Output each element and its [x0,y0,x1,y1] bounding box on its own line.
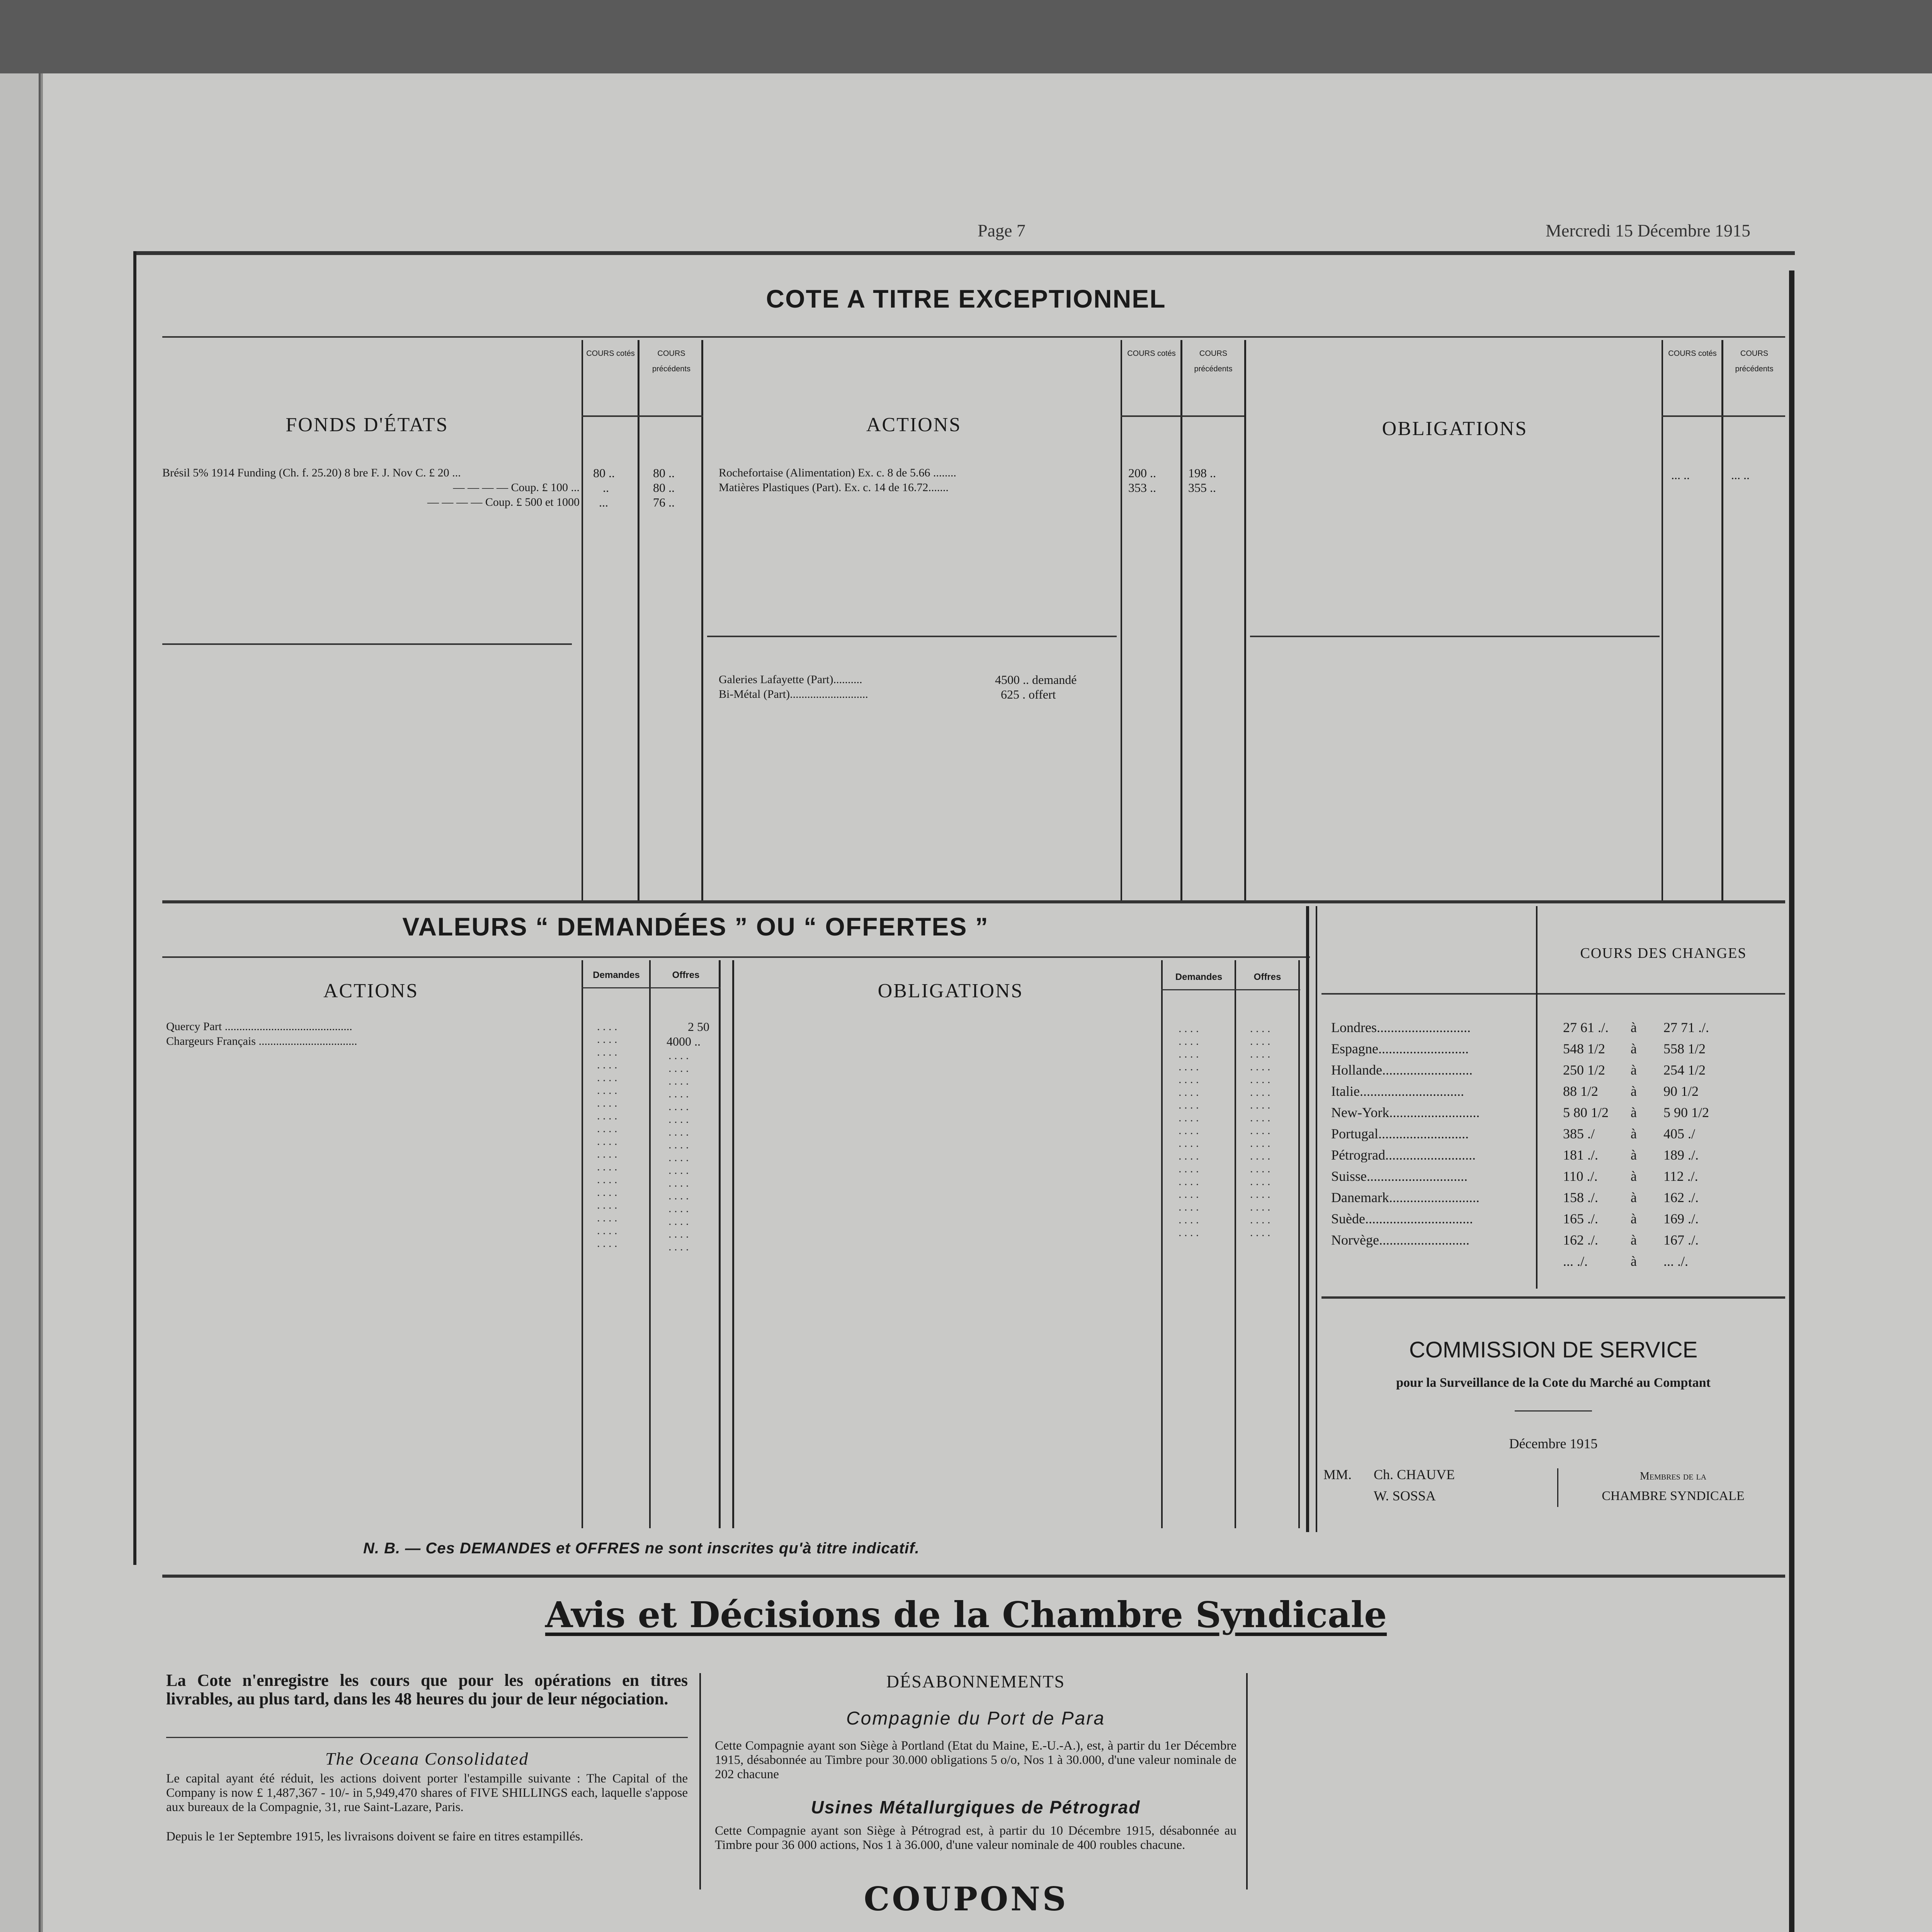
oceana-text2: Depuis le 1er Septembre 1915, les livraisons doivent se faire en titres estampillés. [166,1830,583,1844]
desab-title: DÉSABONNEMENTS [886,1672,1065,1691]
change-rate-high: 5 90 1/2 [1663,1105,1709,1120]
obligations-heading: OBLIGATIONS [1382,418,1528,440]
commission-rule [1515,1410,1592,1412]
oceana-text: Le capital ayant été réduit, les actions doivent porter l'estampille suivante : The Capital of the Company is now £ 1,487,367 - 10/- in 5,949,470 shares of FIVE SHILLINGS each, laquelle s'appose aux bureaux de la Compagnie, 31, rue Saint-Lazare, Paris. [166,1772,688,1814]
col-rule [1662,340,1663,900]
commission-role: Membres de la [1639,1470,1707,1482]
change-rate-high: 27 71 ./. [1663,1020,1709,1035]
change-sep: à [1631,1232,1637,1248]
demande-value: 4500 .. demandé [995,673,1077,687]
right-frame-rule [1789,270,1794,1932]
col-cours-precedents: COURS précédents [1194,349,1233,373]
commission-title: COMMISSION DE SERVICE [1409,1337,1698,1362]
divider [1250,636,1660,637]
col-rule [719,960,721,1528]
section-rule [162,1575,1785,1578]
col-offres: Offres [672,970,700,980]
col-cours-cotes: COURS cotés [1127,349,1176,358]
change-place: Suisse............................. [1331,1169,1468,1184]
change-place: Pétrograd.......................... [1331,1148,1476,1162]
valeurs-action-row: Quercy Part ............................................ [166,1020,352,1033]
col-header-rule [1662,415,1785,417]
col-rule [1121,340,1122,900]
change-sep: à [1631,1041,1637,1056]
change-rate-high: 169 ./. [1663,1211,1699,1226]
change-rate-low: 250 1/2 [1563,1062,1605,1078]
fonds-cote: ... [599,495,608,509]
changes-rule [1321,993,1785,995]
change-rate-low: 88 1/2 [1563,1083,1599,1099]
commission-member: W. SOSSA [1374,1488,1436,1503]
avis-title: Avis et Décisions de la Chambre Syndicale [545,1594,1387,1636]
change-rate-high: 405 ./ [1663,1126,1696,1141]
col-rule [1235,960,1236,1528]
col-cours-precedents: COURS précédents [652,349,690,373]
change-place: Hollande.......................... [1331,1063,1473,1077]
col-header-rule [582,987,721,988]
change-rate-low: 27 61 ./. [1563,1020,1609,1035]
para-title: Compagnie du Port de Para [846,1708,1105,1729]
change-place: Espagne.......................... [1331,1041,1469,1056]
change-rate-low: 158 ./. [1563,1190,1599,1205]
changes-bottom-rule [1321,1296,1785,1299]
nb-note: N. B. — Ces DEMANDES et OFFRES ne sont inscrites qu'à titre indicatif. [363,1540,920,1557]
avis-col-rule [1246,1673,1248,1889]
oblig-dots: ... .. [1731,468,1750,482]
change-place: Londres........................... [1331,1020,1471,1035]
col-rule [1180,340,1182,900]
change-sep: à [1631,1211,1637,1226]
change-place: Italie.............................. [1331,1084,1464,1099]
col-cours-precedents: COURS précédents [1735,349,1774,373]
change-sep: à [1631,1147,1637,1163]
col-rule [1298,960,1300,1528]
left-frame-rule [133,251,136,1565]
valeurs-offre: 4000 .. [667,1034,701,1048]
col-rule [582,960,583,1528]
divider [707,636,1117,637]
change-sep: à [1631,1062,1637,1078]
col-rule [732,960,734,1528]
usines-title: Usines Métallurgiques de Pétrograd [811,1797,1141,1817]
change-place: Danemark.......................... [1331,1190,1480,1205]
commission-member: Ch. CHAUVE [1374,1467,1455,1482]
changes-title: COURS DES CHANGES [1580,945,1747,961]
change-sep: à [1631,1083,1637,1099]
change-sep: à [1631,1020,1637,1035]
commission-month: Décembre 1915 [1509,1436,1598,1451]
actions-cote: 200 .. [1128,466,1156,480]
col-rule [649,960,651,1528]
avis-intro: La Cote n'enregistre les cours que pour les opérations en titres livrables, au plus tard, dans les 48 heures du jour de leur négociation. [166,1671,688,1708]
commission-role: CHAMBRE SYNDICALE [1602,1489,1745,1503]
actions-row: Rochefortaise (Alimentation) Ex. c. 8 de 5.66 ........ [719,466,956,479]
adjacent-page-edge [0,73,39,1932]
commission-subtitle: pour la Surveillance de la Cote du Marché au Comptant [1396,1376,1711,1390]
demandes-dots: . . . . . . . . . . . . . . . . . . . . . . . . . . . . . . . . . . . . . . . . . . . . . . . . . . . . . . . . . . . . . . . . . . . . . . . . [597,1020,617,1250]
newspaper-page [41,73,1932,1932]
change-rate-low: 385 ./ [1563,1126,1595,1141]
section-rule [162,900,1785,903]
change-rate-low: 548 1/2 [1563,1041,1605,1056]
change-rate-high: 189 ./. [1663,1147,1699,1163]
col-offres: Offres [1253,972,1281,982]
change-place: New-York.......................... [1331,1105,1480,1120]
avis-col-rule [699,1673,701,1889]
change-rate-low: ... ./. [1563,1253,1588,1269]
change-rate-low: 181 ./. [1563,1147,1599,1163]
demande-row: Galeries Lafayette (Part).......... [719,673,862,686]
oblig-demandes-dots: . . . . . . . . . . . . . . . . . . . . . . . . . . . . . . . . . . . . . . . . . . . . . . . . . . . . . . . . . . . . . . . . . . . . [1179,1022,1199,1239]
col-rule [701,340,703,900]
avis-rule [166,1737,688,1738]
change-rate-high: 112 ./. [1663,1168,1698,1184]
demande-value: 625 . offert [1001,687,1056,701]
changes-left-rule [1316,906,1317,1532]
coupons-title: COUPONS [864,1880,1068,1918]
change-sep: à [1631,1168,1637,1184]
demande-row: Bi-Métal (Part)........................... [719,688,868,701]
change-rate-high: 167 ./. [1663,1232,1699,1248]
col-demandes: Demandes [1175,972,1223,982]
oblig-dots: ... .. [1671,468,1690,482]
change-rate-low: 165 ./. [1563,1211,1599,1226]
valeurs-offre: 2 50 [688,1020,709,1034]
valeurs-rule [162,956,1310,958]
change-place: Suède............................... [1331,1211,1473,1226]
oblig-offres-dots: . . . . . . . . . . . . . . . . . . . . . . . . . . . . . . . . . . . . . . . . . . . . . . . . . . . . . . . . . . . . . . . . . . . . [1250,1022,1270,1239]
col-rule [1721,340,1723,900]
valeurs-action-row: Chargeurs Français .................................. [166,1035,357,1048]
col-header-rule [1161,989,1300,990]
valeurs-title: VALEURS “ DEMANDÉES ” OU “ OFFERTES ” [402,912,989,941]
change-rate-high: 254 1/2 [1663,1062,1706,1078]
change-rate-low: 5 80 1/2 [1563,1105,1609,1120]
usines-text: Cette Compagnie ayant son Siège à Pétrograd est, à partir du 10 Décembre 1915, désabonnée au Timbre pour 36 000 actions, Nos 1 à 36.000, d'une valeur nominale de 400 roubles chacune. [715,1824,1236,1852]
valeurs-actions-heading: ACTIONS [323,980,419,1002]
fonds-row: — — — — Coup. £ 500 et 1000 [427,496,580,509]
actions-prec: 198 .. [1188,466,1216,480]
changes-col-rule [1536,906,1537,1289]
fonds-heading: FONDS D'ÉTATS [286,414,449,436]
cote-title: COTE A TITRE EXCEPTIONNEL [766,284,1166,313]
offres-dots: . . . . . . . . . . . . . . . . . . . . . . . . . . . . . . . . . . . . . . . . . . . . . . . . . . . . . . . . . . . . . . . . [668,1049,689,1253]
cote-rule [162,336,1785,338]
para-text: Cette Compagnie ayant son Siège à Portland (Etat du Maine, E.-U.-A.), est, à partir du 1er Décembre 1915, désabonnée au Timbre pour 30.000 obligations 5 o/o, Nos 1 à 30.000, d'une valeur nominale de 202 chacune [715,1739,1236,1781]
col-header-rule [1121,415,1244,417]
change-sep: à [1631,1105,1637,1120]
actions-heading: ACTIONS [866,414,962,436]
actions-prec: 355 .. [1188,481,1216,495]
change-rate-low: 110 ./. [1563,1168,1598,1184]
fonds-row: Brésil 5% 1914 Funding (Ch. f. 25.20) 8 bre F. J. Nov C. £ 20 ... [162,466,461,479]
col-cours-cotes: COURS cotés [586,349,635,358]
col-rule [1161,960,1163,1528]
change-sep: à [1631,1190,1637,1205]
change-rate-high: 90 1/2 [1663,1083,1699,1099]
fonds-prec: 80 .. [653,481,675,495]
brace [1557,1468,1558,1507]
change-rate-low: 162 ./. [1563,1232,1599,1248]
actions-cote: 353 .. [1128,481,1156,495]
change-place: Norvège.......................... [1331,1233,1469,1247]
change-rate-high: 558 1/2 [1663,1041,1706,1056]
col-cours-cotes: COURS cotés [1668,349,1717,358]
oceana-title: The Oceana Consolidated [325,1749,529,1769]
col-rule [582,340,583,900]
change-sep: à [1631,1253,1637,1269]
page-date: Mercredi 15 Décembre 1915 [1546,221,1751,240]
commission-mm: MM. [1323,1467,1352,1482]
divider [162,643,572,645]
col-demandes: Demandes [593,970,640,980]
change-place: Portugal.......................... [1331,1126,1469,1141]
valeurs-obligations-heading: OBLIGATIONS [878,980,1024,1002]
col-rule [638,340,639,900]
fonds-cote: 80 .. [593,466,615,480]
change-rate-high: ... ./. [1663,1253,1689,1269]
col-header-rule [582,415,703,417]
fonds-cote: .. [603,481,609,495]
valeurs-right-rule [1306,906,1309,1532]
fonds-prec: 76 .. [653,495,675,509]
page-number: Page 7 [978,221,1026,240]
col-rule [1244,340,1246,900]
change-rate-high: 162 ./. [1663,1190,1699,1205]
change-sep: à [1631,1126,1637,1141]
top-frame-rule [133,251,1795,255]
fonds-row: — — — — Coup. £ 100 ... [453,481,580,494]
fonds-prec: 80 .. [653,466,675,480]
actions-row: Matières Plastiques (Part). Ex. c. 14 de 16.72....... [719,481,949,494]
